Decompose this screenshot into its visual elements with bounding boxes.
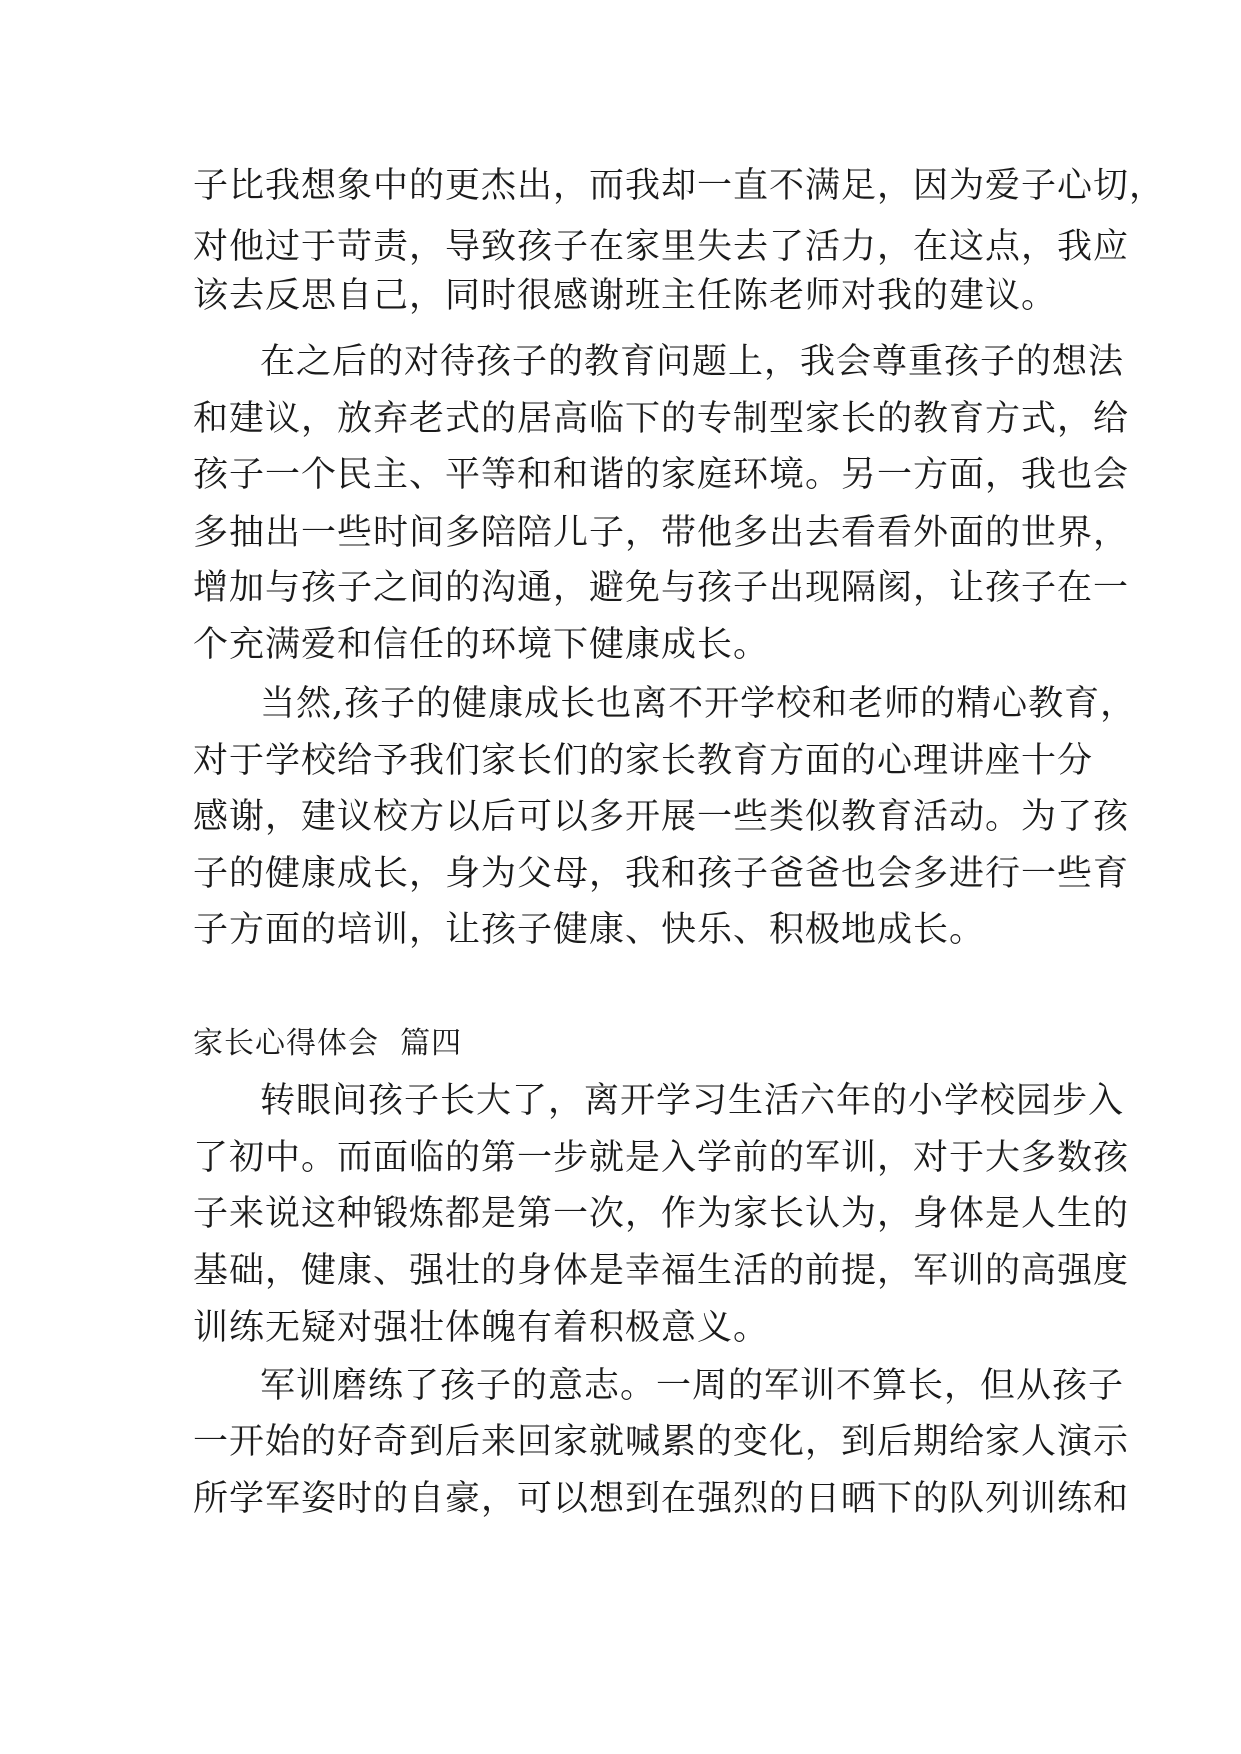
paragraph-2-line-4: 多抽出一些时间多陪陪儿子，带他多出去看看外面的世界， — [193, 513, 1130, 553]
paragraph-1-line-3: 该去反思自己，同时很感谢班主任陈老师对我的建议。 — [193, 276, 1058, 316]
paragraph-2-line-2: 和建议，放弃老式的居高临下的专制型家长的教育方式，给 — [193, 399, 1130, 439]
paragraph-4-line-4: 基础，健康、强壮的身体是幸福生活的前提，军训的高强度 — [193, 1251, 1130, 1291]
paragraph-4-line-2: 了初中。而面临的第一步就是入学前的军训，对于大多数孩 — [193, 1138, 1130, 1178]
paragraph-2-line-1: 在之后的对待孩子的教育问题上，我会尊重孩子的想法 — [260, 342, 1125, 382]
paragraph-2-line-5: 增加与孩子之间的沟通，避免与孩子出现隔阂，让孩子在一 — [193, 568, 1130, 608]
paragraph-1-line-2: 对他过于苛责，导致孩子在家里失去了活力，在这点，我应 — [193, 227, 1130, 267]
paragraph-1-line-1: 子比我想象中的更杰出，而我却一直不满足，因为爱子心切， — [193, 166, 1166, 206]
paragraph-3-line-5: 子方面的培训，让孩子健康、快乐、积极地成长。 — [193, 910, 986, 950]
paragraph-3-line-1: 当然,孩子的健康成长也离不开学校和老师的精心教育， — [260, 684, 1137, 724]
paragraph-3-line-3: 感谢，建议校方以后可以多开展一些类似教育活动。为了孩 — [193, 797, 1130, 837]
paragraph-5-line-2: 一开始的好奇到后来回家就喊累的变化，到后期给家人演示 — [193, 1422, 1130, 1462]
paragraph-4-line-1: 转眼间孩子长大了，离开学习生活六年的小学校园步入 — [260, 1081, 1125, 1121]
paragraph-3-line-4: 子的健康成长，身为父母，我和孩子爸爸也会多进行一些育 — [193, 854, 1130, 894]
paragraph-5-line-1: 军训磨练了孩子的意志。一周的军训不算长，但从孩子 — [260, 1366, 1125, 1406]
paragraph-3-line-2: 对于学校给予我们家长们的家长教育方面的心理讲座十分 — [193, 741, 1094, 781]
paragraph-2-line-3: 孩子一个民主、平等和和谐的家庭环境。另一方面，我也会 — [193, 455, 1130, 495]
paragraph-4-line-5: 训练无疑对强壮体魄有着积极意义。 — [193, 1308, 770, 1348]
paragraph-4-line-3: 子来说这种锻炼都是第一次，作为家长认为，身体是人生的 — [193, 1194, 1130, 1234]
section-heading: 家长心得体会 篇四 — [193, 1026, 463, 1061]
paragraph-5-line-3: 所学军姿时的自豪，可以想到在强烈的日晒下的队列训练和 — [193, 1479, 1130, 1519]
paragraph-2-line-6: 个充满爱和信任的环境下健康成长。 — [193, 625, 770, 665]
